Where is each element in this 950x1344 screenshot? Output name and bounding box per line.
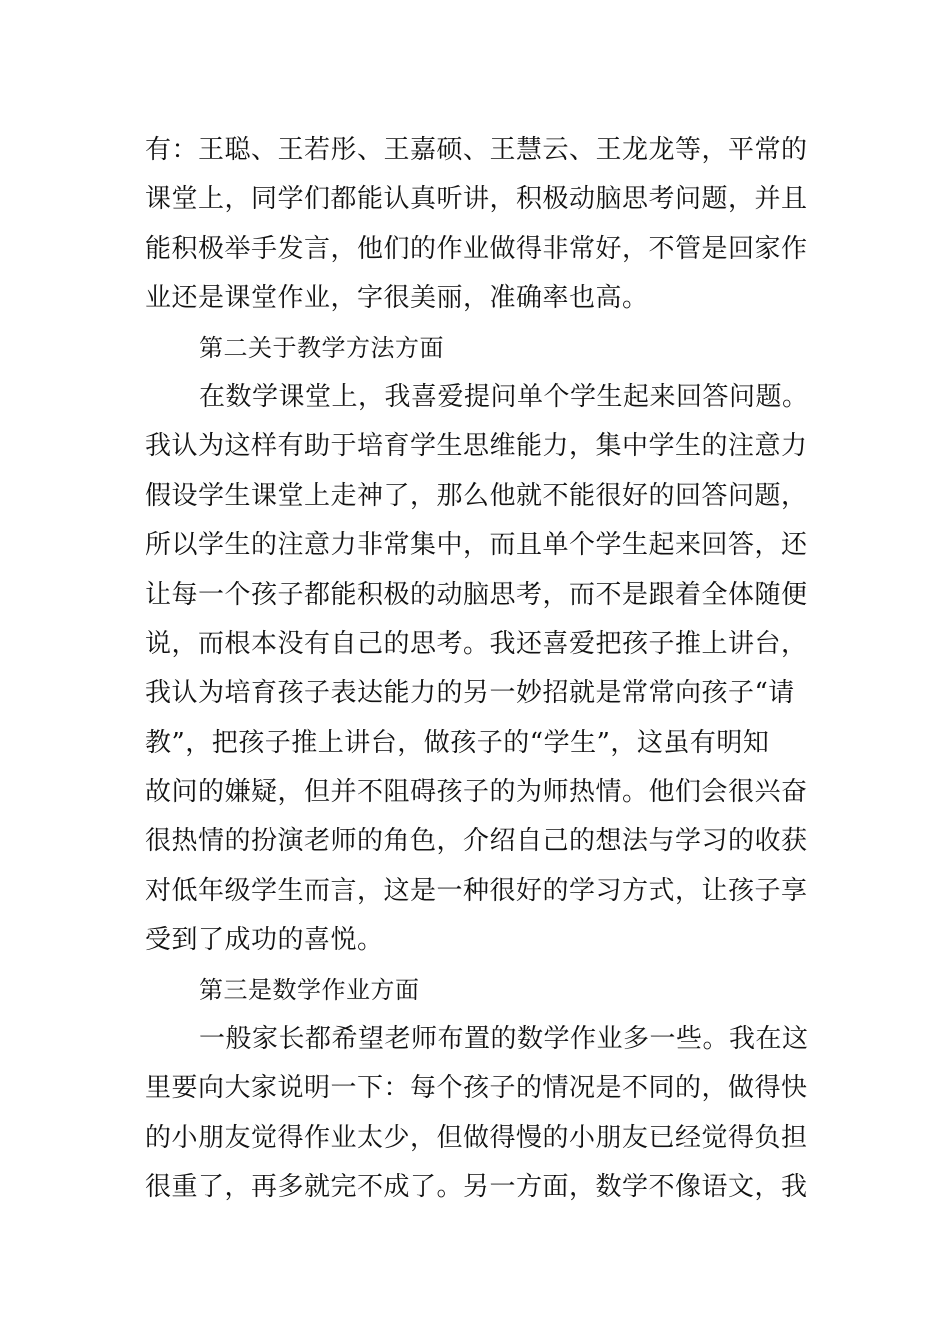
paragraph-first-line: 在数学课堂上，我喜爱提问单个学生起来回答问题。 bbox=[199, 381, 809, 412]
text-line: 我认为这样有助于培育学生思维能力，集中学生的注意力 bbox=[145, 431, 808, 462]
text-line: 的小朋友觉得作业太少，但做得慢的小朋友已经觉得负担 bbox=[145, 1122, 808, 1153]
paragraph-first-line: 一般家长都希望老师布置的数学作业多一些。我在这 bbox=[199, 1024, 809, 1055]
document-body bbox=[145, 126, 810, 1213]
text-line: 很重了，再多就完不成了。另一方面，数学不像语文，我 bbox=[145, 1172, 808, 1203]
text-line: 课堂上，同学们都能认真听讲，积极动脑思考问题，并且 bbox=[145, 184, 808, 215]
section-heading: 第三是数学作业方面 bbox=[199, 975, 420, 1004]
section-heading: 第二关于教学方法方面 bbox=[199, 333, 444, 362]
text-line: 对低年级学生而言，这是一种很好的学习方式，让孩子享 bbox=[145, 875, 808, 906]
text-line: 教”，把孩子推上讲台，做孩子的“学生”，这虽有明知 bbox=[145, 727, 770, 758]
text-line: 我认为培育孩子表达能力的另一妙招就是常常向孩子“请 bbox=[145, 678, 795, 709]
text-line: 业还是课堂作业，字很美丽，准确率也高。 bbox=[145, 283, 649, 314]
text-line: 受到了成功的喜悦。 bbox=[145, 925, 384, 956]
text-line: 很热情的扮演老师的角色，介绍自己的想法与学习的收获 bbox=[145, 826, 808, 857]
text-line: 所以学生的注意力非常集中，而且单个学生起来回答，还 bbox=[145, 530, 808, 561]
text-line: 有：王聪、王若彤、王嘉硕、王慧云、王龙龙等，平常的 bbox=[145, 135, 808, 165]
text-line: 能积极举手发言，他们的作业做得非常好，不管是回家作 bbox=[145, 233, 808, 264]
text-line: 说，而根本没有自己的思考。我还喜爱把孩子推上讲台， bbox=[145, 628, 808, 659]
text-line: 里要向大家说明一下：每个孩子的情况是不同的，做得快 bbox=[145, 1073, 808, 1104]
text-line: 假设学生课堂上走神了，那么他就不能很好的回答问题， bbox=[145, 480, 808, 511]
text-line: 故问的嫌疑，但并不阻碍孩子的为师热情。他们会很兴奋 bbox=[145, 777, 808, 808]
text-line: 让每一个孩子都能积极的动脑思考，而不是跟着全体随便 bbox=[145, 579, 808, 610]
